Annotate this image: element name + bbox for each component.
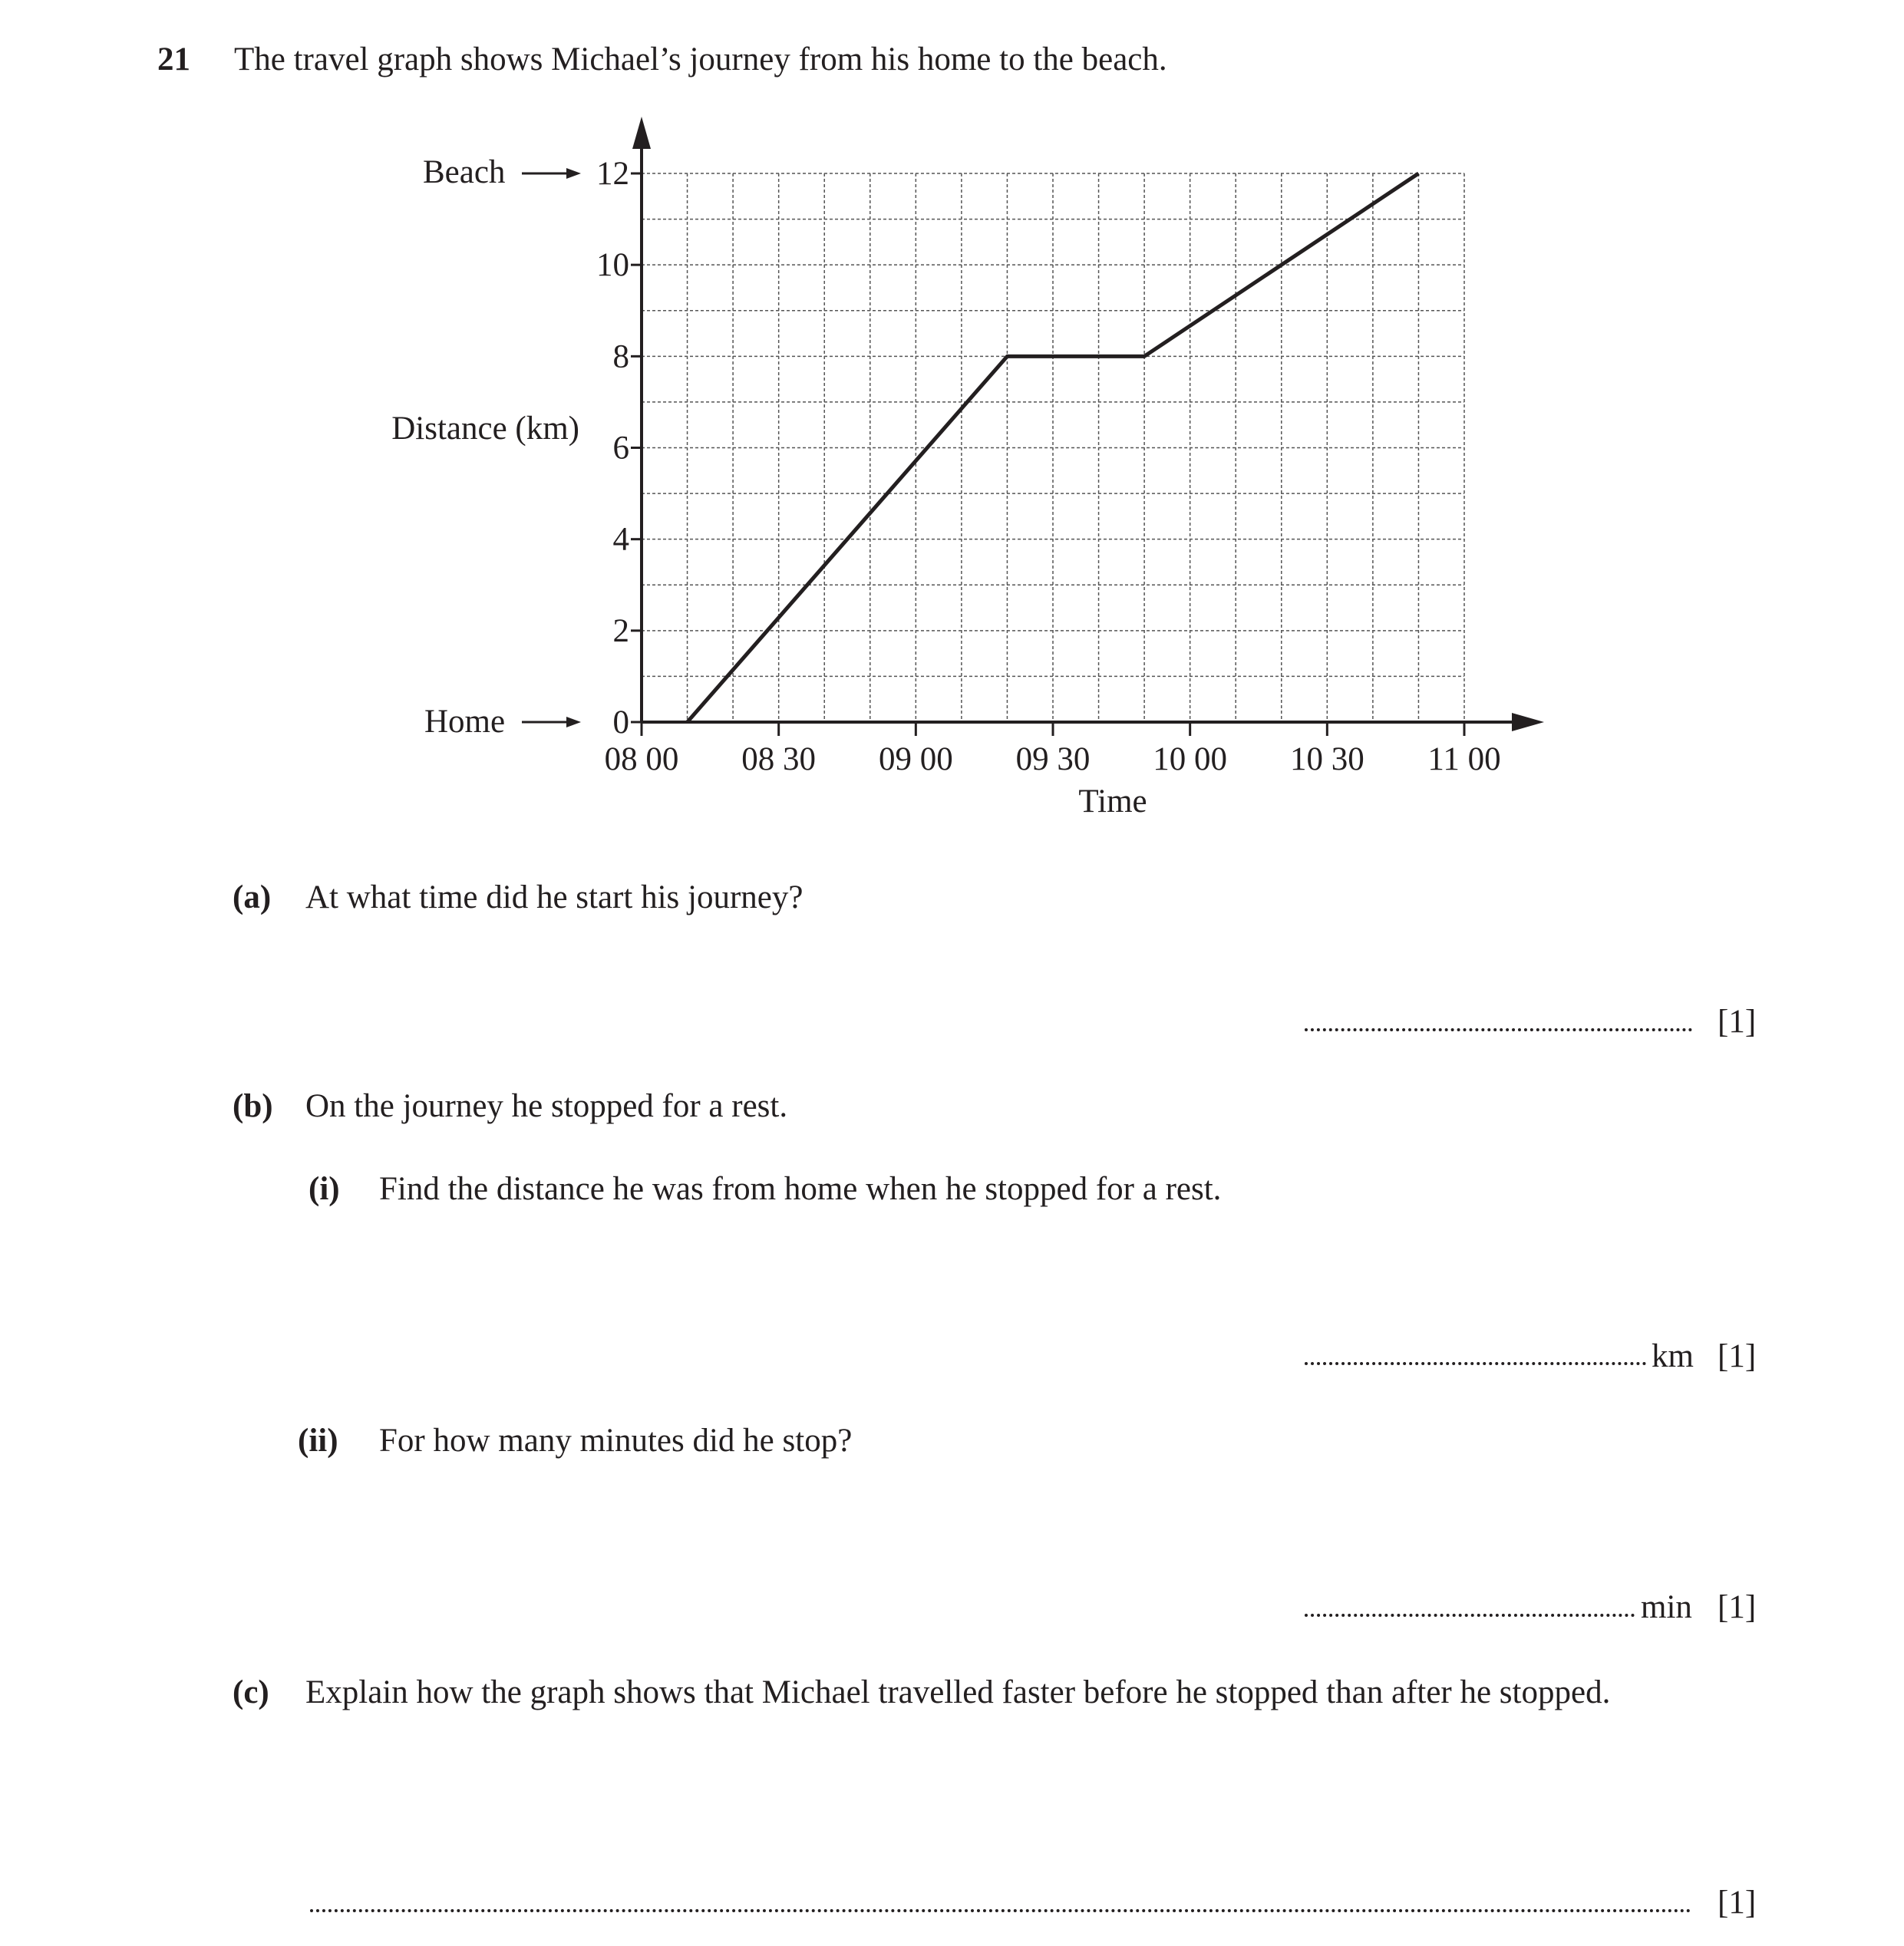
x-axis-label: Time [1078,783,1147,820]
x-tick-label: 09 30 [1015,741,1091,777]
x-tick-label: 08 30 [741,741,817,777]
x-axis-arrowhead [1512,713,1544,731]
y-axis-arrowhead [632,117,651,149]
question-intro: The travel graph shows Michael’s journey from his home to the beach. [234,41,1167,78]
x-tick-label: 10 00 [1153,741,1228,777]
x-tick-label: 09 00 [878,741,953,777]
travel-graph [0,0,1904,844]
ticks [596,156,1501,777]
beach-arrow-head [566,168,581,179]
x-tick-label: 11 00 [1427,741,1501,777]
part-b-i-label: (i) [309,1171,340,1207]
part-b-label: (b) [233,1088,273,1124]
part-b-i-marks: [1] [1718,1338,1757,1374]
part-b-i-unit: km [1652,1338,1694,1374]
part-a-question: At what time did he start his journey? [305,879,804,915]
part-b-ii-question: For how many minutes did he stop? [379,1423,853,1459]
home-label: Home [424,704,506,740]
part-b-ii-answer-line[interactable] [1305,1614,1635,1617]
part-b-question: On the journey he stopped for a rest. [305,1088,788,1124]
y-tick-label: 8 [612,338,629,375]
y-axis-label: Distance (km) [391,411,579,447]
axes [632,117,1544,731]
beach-label: Beach [423,154,506,190]
part-b-i-question: Find the distance he was from home when he stopped for a rest. [379,1171,1222,1207]
y-tick-label: 0 [612,704,629,740]
part-c-answer-line[interactable] [310,1909,1691,1912]
labels [391,154,1147,820]
grid [642,173,1464,722]
y-tick-label: 4 [612,521,629,558]
x-tick-label: 10 30 [1289,741,1364,777]
y-tick-label: 10 [596,247,629,284]
part-b-ii-unit: min [1641,1589,1692,1625]
part-c-label: (c) [233,1674,269,1710]
part-b-i-answer-line[interactable] [1305,1362,1646,1365]
part-a-marks: [1] [1718,1004,1757,1040]
x-tick-label: 08 00 [604,741,679,777]
y-tick-label: 2 [612,612,629,649]
part-b-ii-marks: [1] [1718,1589,1757,1625]
part-c-question: Explain how the graph shows that Michael travelled faster before he stopped than after he stopped. [305,1674,1611,1710]
part-a-answer-line[interactable] [1305,1028,1692,1031]
part-b-ii-label: (ii) [298,1423,338,1459]
y-tick-label: 12 [596,156,629,192]
part-c-marks: [1] [1718,1885,1757,1921]
y-tick-label: 6 [612,430,629,467]
question-number: 21 [157,41,190,78]
home-arrow-head [566,717,581,727]
part-a-label: (a) [233,879,272,915]
